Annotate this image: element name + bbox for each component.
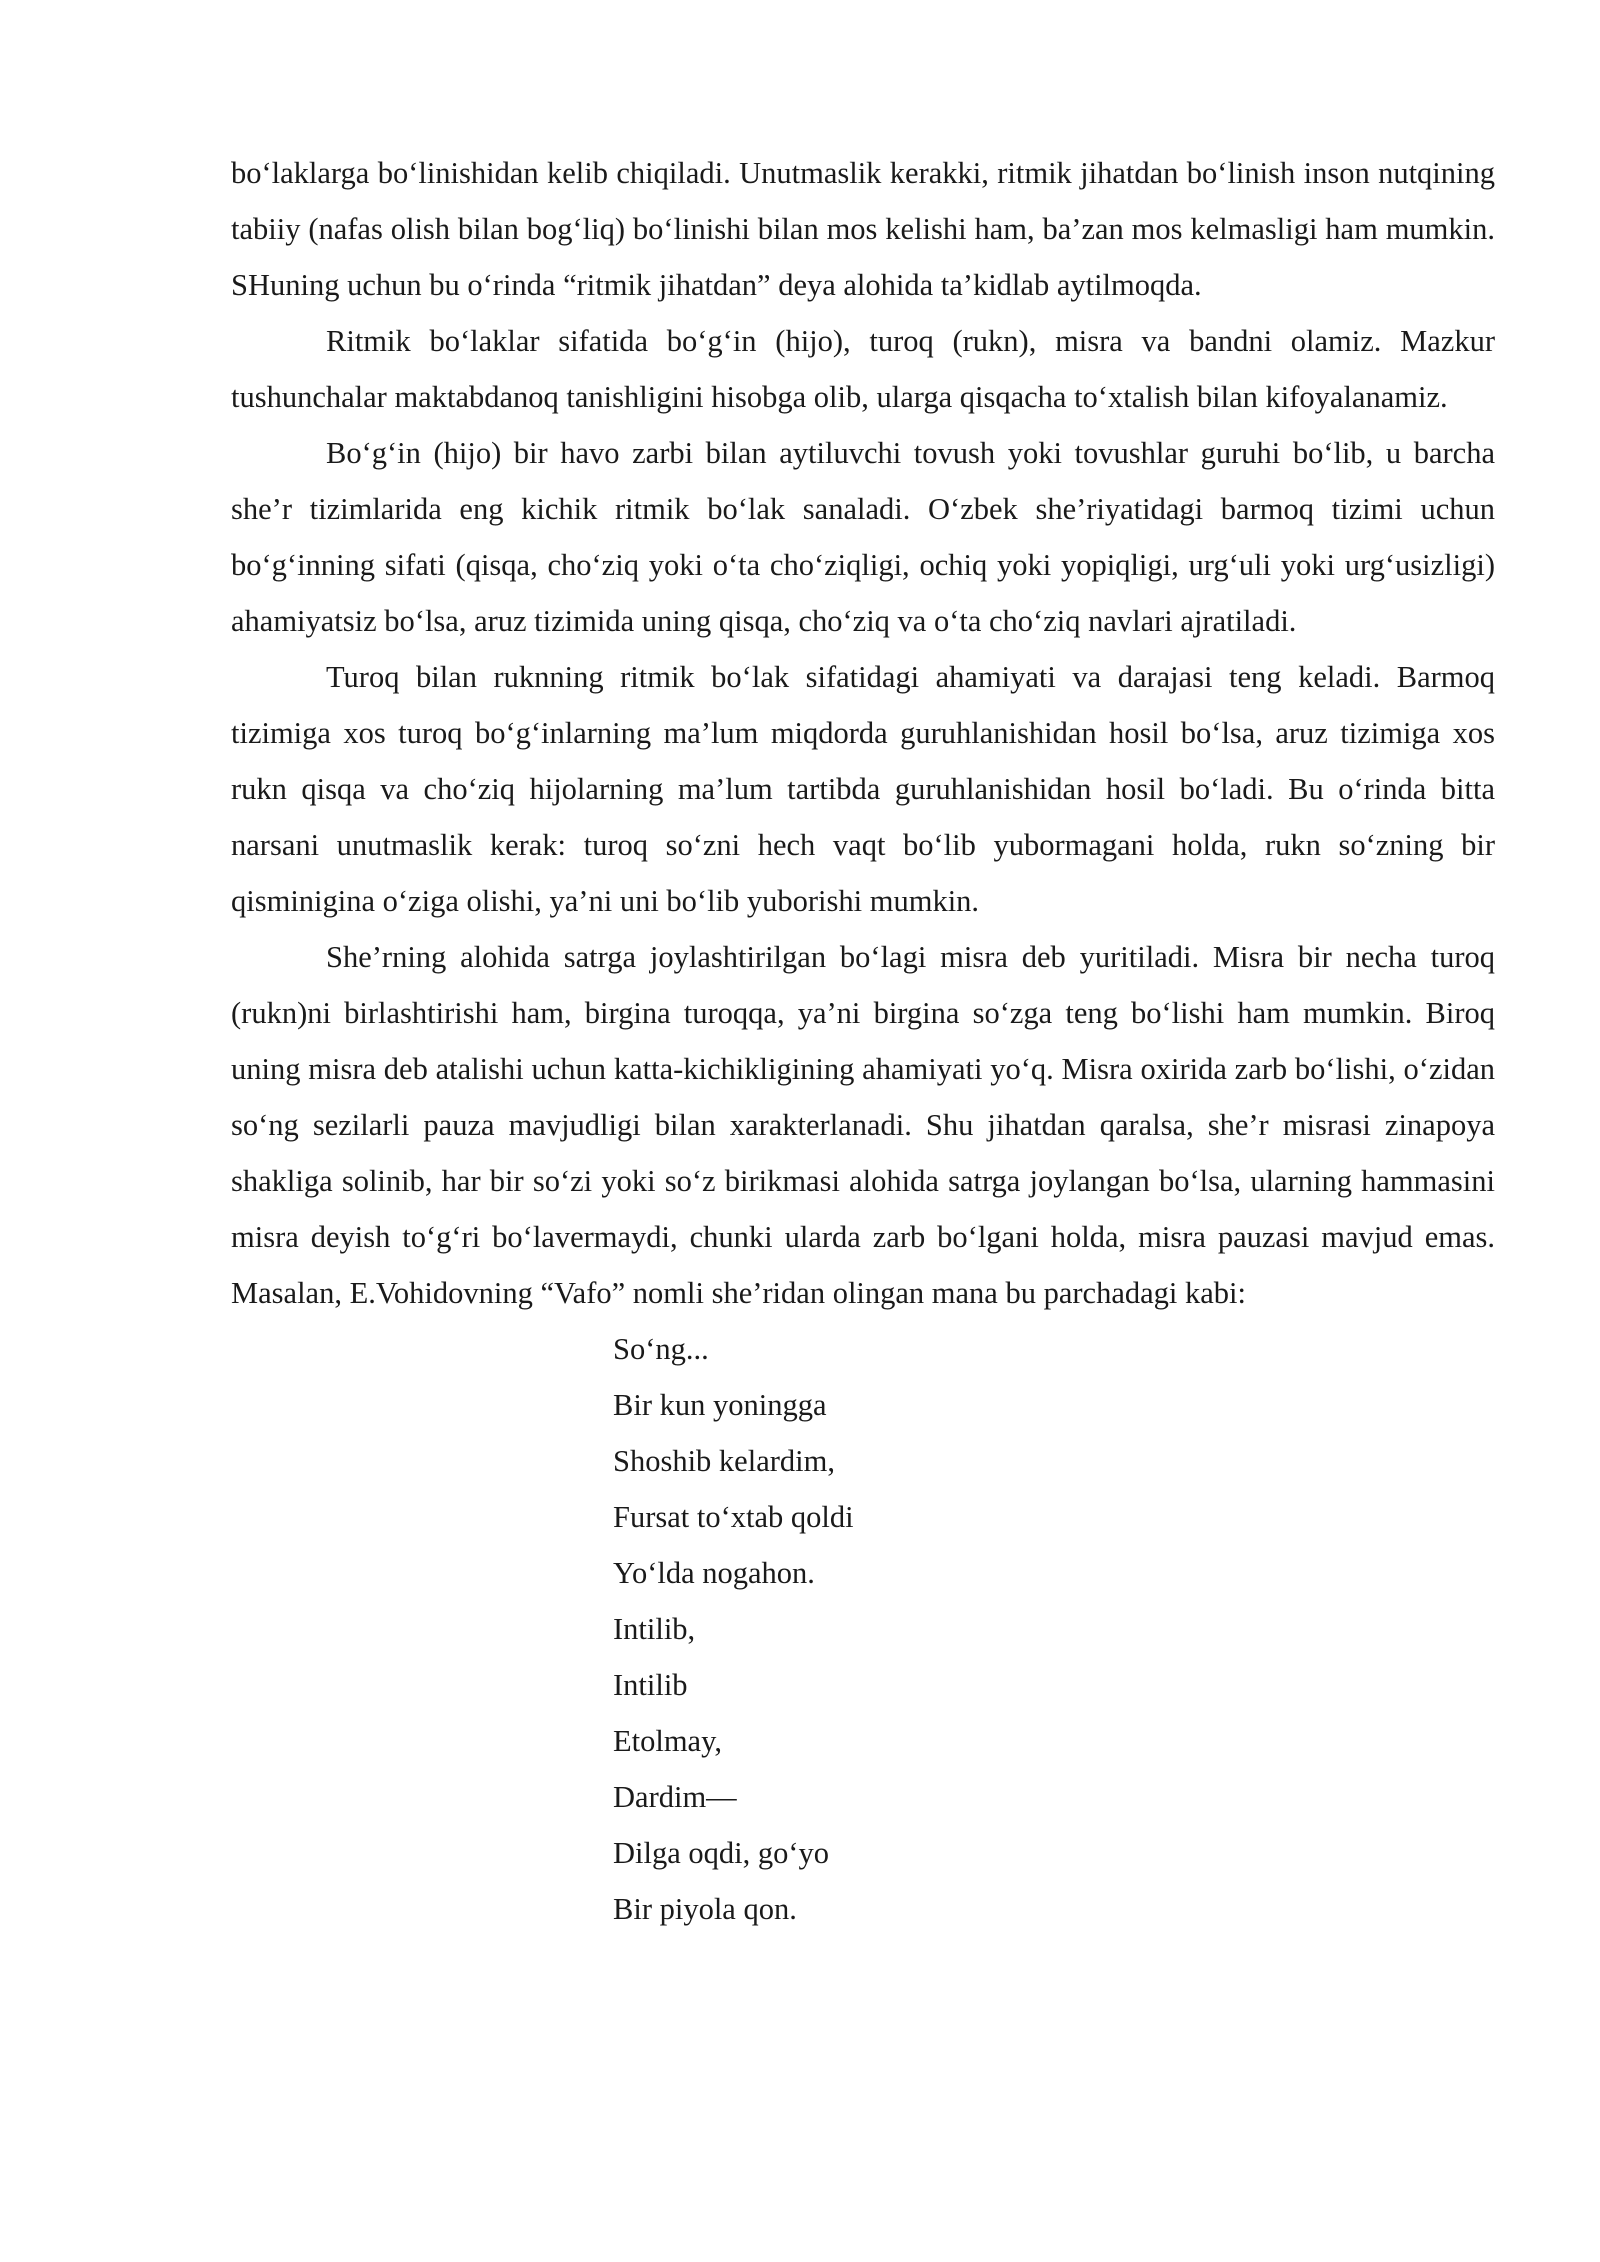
paragraph-continuation: bo‘laklarga bo‘linishidan kelib chiqiladi. Unutmaslik kerakki, ritmik jihatdan bo‘linish inson nutqining tabiiy (nafas olish bilan bog‘liq) bo‘linishi bilan mos kelishi ham, ba’zan mos kelmasligi ham mumkin. SHuning uchun bu o‘rinda “ritmik jihatdan” deya alohida ta’kidlab aytilmoqda.: [231, 156, 1495, 302]
poem-line: Dardim—: [613, 1780, 737, 1814]
paragraph-ritmik-bolaklar: Ritmik bo‘laklar sifatida bo‘g‘in (hijo), turoq (rukn), misra va bandni olamiz. Mazkur tushunchalar maktabdanoq tanishligini hisobga olib, ularga qisqacha to‘xtalish bilan kifoyalanamiz.: [231, 324, 1495, 414]
document-body: [231, 145, 1495, 1937]
poem-line: Bir kun yoningga: [613, 1388, 827, 1422]
paragraph-bogin: Bo‘g‘in (hijo) bir havo zarbi bilan aytiluvchi tovush yoki tovushlar guruhi bo‘lib, u barcha she’r tizimlarida eng kichik ritmik bo‘lak sanaladi. O‘zbek she’riyatidagi barmoq tizimi uchun bo‘g‘inning sifati (qisqa, cho‘ziq yoki o‘ta cho‘ziqligi, ochiq yoki yopiqligi, urg‘uli yoki urg‘usizligi) ahamiyatsiz bo‘lsa, aruz tizimida uning qisqa, cho‘ziq va o‘ta cho‘ziq navlari ajratiladi.: [231, 436, 1495, 638]
poem-line: So‘ng...: [613, 1332, 709, 1366]
poem-line: Shoshib kelardim,: [613, 1444, 835, 1478]
poem-line: Yo‘lda nogahon.: [613, 1556, 815, 1590]
poem-line: Etolmay,: [613, 1724, 722, 1758]
paragraph-turoq: Turoq bilan ruknning ritmik bo‘lak sifatidagi ahamiyati va darajasi teng keladi. Barmoq tizimiga xos turoq bo‘g‘inlarning ma’lum miqdorda guruhlanishidan hosil bo‘lsa, aruz tizimiga xos rukn qisqa va cho‘ziq hijolarning ma’lum tartibda guruhlanishidan hosil bo‘ladi. Bu o‘rinda bitta narsani unutmaslik kerak: turoq so‘zni hech vaqt bo‘lib yubormagani holda, rukn so‘zning bir qisminigina o‘ziga olishi, ya’ni uni bo‘lib yuborishi mumkin.: [231, 660, 1495, 918]
poem-line: Intilib,: [613, 1612, 696, 1646]
poem-line: Fursat to‘xtab qoldi: [613, 1500, 854, 1534]
poem-excerpt: [231, 1321, 1495, 1937]
poem-line: Bir piyola qon.: [613, 1892, 797, 1926]
poem-line: Dilga oqdi, go‘yo: [613, 1836, 830, 1870]
paragraph-misra: She’rning alohida satrga joylashtirilgan bo‘lagi misra deb yuritiladi. Misra bir necha turoq (rukn)ni birlashtirishi ham, birgina turoqqa, ya’ni birgina so‘zga teng bo‘lishi ham mumkin. Biroq uning misra deb atalishi uchun katta-kichikligining ahamiyati yo‘q. Misra oxirida zarb bo‘lishi, o‘zidan so‘ng sezilarli pauza mavjudligi bilan xarakterlanadi. Shu jihatdan qaralsa, she’r misrasi zinapoya shakliga solinib, har bir so‘zi yoki so‘z birikmasi alohida satrga joylangan bo‘lsa, ularning hammasini misra deyish to‘g‘ri bo‘lavermaydi, chunki ularda zarb bo‘lgani holda, misra pauzasi mavjud emas. Masalan, E.Vohidovning “Vafo” nomli she’ridan olingan mana bu parchadagi kabi:: [231, 940, 1495, 1310]
poem-line: Intilib: [613, 1668, 688, 1702]
